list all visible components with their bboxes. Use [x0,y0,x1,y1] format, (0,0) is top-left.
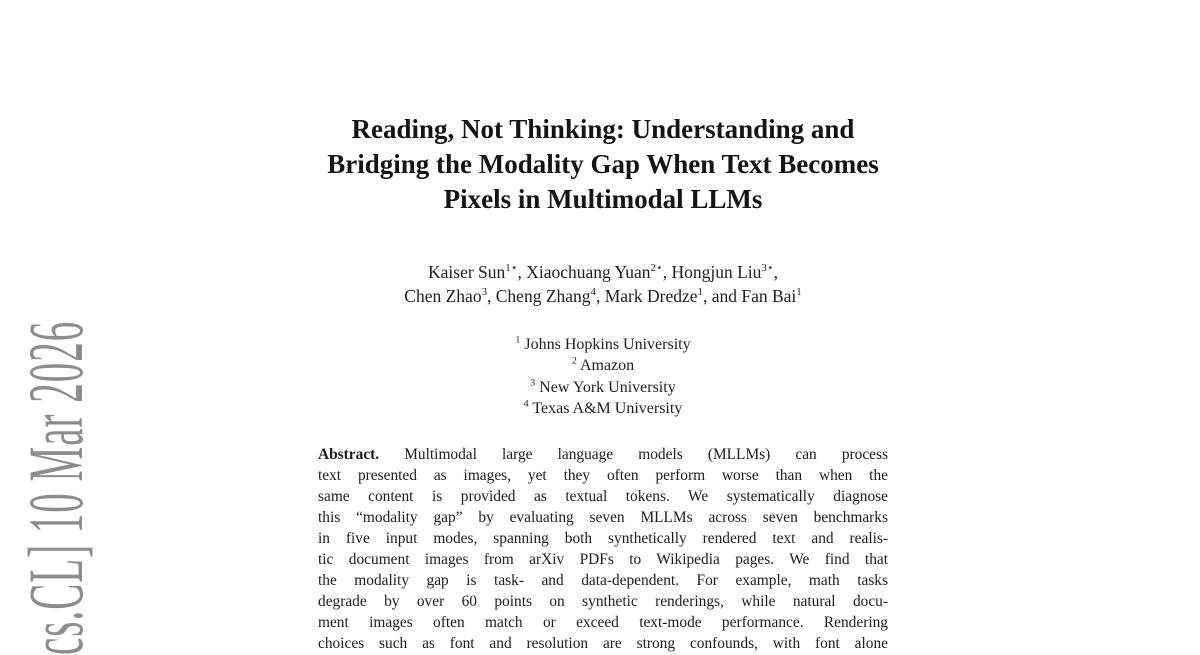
author-line [318,261,888,285]
abstract-line: degrade by over 60 points on synthetic renderings, while natural docu- [318,593,888,611]
title-line: Bridging the Modality Gap When Text Becomes [327,149,879,179]
affiliation-name: Texas A&M University [532,399,683,417]
author-superscript: 1⋆ [505,262,518,275]
author-superscript: 1 [697,285,703,298]
abstract-line: Abstract. Multimodal large language models (MLLMs) can process [318,446,888,464]
author: Mark Dredze$^1$, and [604,285,742,306]
abstract-line: text presented as images, yet they often perform worse than when the [318,467,888,485]
abstract-line: tic document images from arXiv PDFs to Wikipedia pages. We find that [318,551,888,569]
author: Chen Zhao$^3$, [404,285,496,306]
affiliation [318,398,888,419]
affiliation-superscript: 4 [523,398,529,410]
abstract-label: Abstract. [318,446,380,464]
author: Kaiser Sun$^{1⋆}$, [428,262,527,282]
affiliation-superscript: 1 [515,334,521,346]
author: Cheng Zhang$^4$, [495,285,605,306]
abstract-line: in five input modes, spanning both synthetically rendered text and realis- [318,530,888,548]
abstract-line: this “modality gap” by evaluating seven MLLMs across seven benchmarks [318,509,888,527]
arxiv-watermark: cs.CL] 10 Mar 2026 [14,320,100,655]
author-list [318,261,888,308]
abstract-line: choices such as font and resolution are strong confounds, with font alone [318,635,888,653]
affiliation-superscript: 3 [530,377,536,389]
title-line: Pixels in Multimodal LLMs [443,184,763,214]
author: Fan Bai$^1$ [741,285,802,306]
author-line [318,285,888,309]
affiliation-superscript: 2 [571,355,577,367]
author: Hongjun Liu$^{3⋆}$, [671,262,778,282]
affiliation [318,377,888,398]
affiliation-list [318,334,888,419]
affiliation-name: Amazon [579,357,635,375]
author-superscript: 3⋆ [761,262,774,275]
abstract-line: same content is provided as textual tokens. We systematically diagnose [318,488,888,506]
affiliation-name: New York University [539,378,676,396]
paper-title [266,112,940,217]
author-superscript: 1 [796,285,802,298]
author: Xiaochuang Yuan$^{2⋆}$, [526,262,672,282]
abstract [318,444,888,654]
paper-first-page [318,0,888,654]
title-line: Reading, Not Thinking: Understanding and [351,114,855,144]
affiliation [318,334,888,355]
affiliation [318,355,888,376]
author-superscript: 4 [590,285,596,298]
author-superscript: 3 [481,285,487,298]
author-superscript: 2⋆ [650,262,663,275]
abstract-line: the modality gap is task- and data-dependent. For example, math tasks [318,572,888,590]
abstract-line: ment images often match or exceed text-mode performance. Rendering [318,614,888,632]
affiliation-name: Johns Hopkins University [524,336,691,353]
